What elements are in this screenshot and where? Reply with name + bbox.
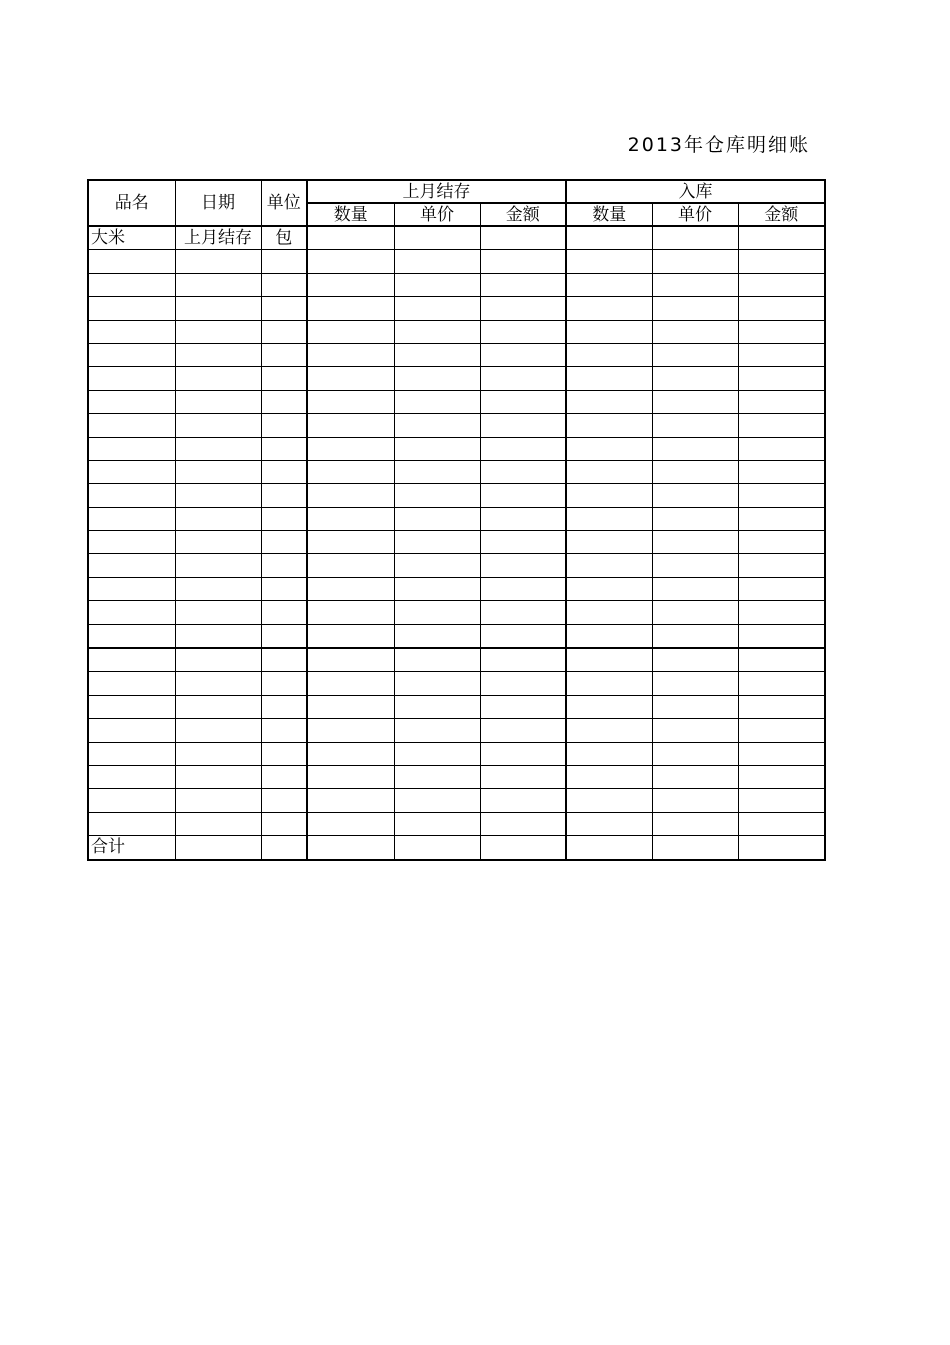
header-in-unit-price: 单价 [652, 203, 738, 226]
header-prev-quantity: 数量 [307, 203, 394, 226]
cell-product-name[interactable] [88, 695, 175, 718]
cell-unit[interactable] [261, 624, 307, 648]
cell-in-quantity[interactable] [566, 507, 652, 530]
cell-date[interactable] [175, 250, 261, 273]
total-cell-in-quantity[interactable] [566, 836, 652, 860]
cell-in-quantity[interactable] [566, 273, 652, 296]
cell-prev-amount[interactable] [480, 250, 566, 273]
cell-in-quantity[interactable] [566, 765, 652, 788]
cell-prev-amount[interactable] [480, 343, 566, 366]
cell-in-quantity[interactable] [566, 531, 652, 554]
cell-in-quantity[interactable] [566, 484, 652, 507]
table-row [88, 624, 825, 648]
cell-in-unit-price[interactable] [652, 672, 738, 695]
cell-unit[interactable] [261, 812, 307, 835]
cell-prev-amount[interactable] [480, 437, 566, 460]
cell-prev-amount[interactable] [480, 719, 566, 742]
table-row [88, 273, 825, 296]
cell-in-amount[interactable] [738, 484, 825, 507]
cell-prev-unit-price[interactable] [394, 367, 480, 390]
cell-date[interactable] [175, 460, 261, 483]
cell-prev-unit-price[interactable] [394, 601, 480, 624]
cell-product-name[interactable] [88, 507, 175, 530]
cell-date[interactable] [175, 484, 261, 507]
cell-unit[interactable] [261, 648, 307, 672]
cell-unit[interactable] [261, 554, 307, 577]
cell-in-amount[interactable] [738, 343, 825, 366]
table-row [88, 554, 825, 577]
cell-prev-quantity[interactable] [307, 719, 394, 742]
cell-date[interactable] [175, 789, 261, 812]
cell-unit[interactable] [261, 742, 307, 765]
cell-in-amount[interactable] [738, 273, 825, 296]
cell-prev-quantity[interactable] [307, 320, 394, 343]
cell-prev-unit-price[interactable] [394, 507, 480, 530]
cell-in-unit-price[interactable] [652, 390, 738, 413]
cell-date[interactable] [175, 765, 261, 788]
cell-in-amount[interactable] [738, 577, 825, 600]
cell-in-quantity[interactable] [566, 320, 652, 343]
cell-in-unit-price[interactable] [652, 273, 738, 296]
total-cell-date[interactable] [175, 836, 261, 860]
cell-product-name[interactable] [88, 719, 175, 742]
cell-prev-amount[interactable] [480, 390, 566, 413]
cell-prev-unit-price[interactable] [394, 719, 480, 742]
cell-in-quantity[interactable] [566, 367, 652, 390]
cell-in-unit-price[interactable] [652, 812, 738, 835]
cell-product-name[interactable] [88, 273, 175, 296]
total-cell-unit[interactable] [261, 836, 307, 860]
cell-prev-unit-price[interactable] [394, 695, 480, 718]
table-row [88, 297, 825, 320]
cell-in-amount[interactable] [738, 624, 825, 648]
cell-prev-quantity[interactable] [307, 672, 394, 695]
cell-product-name[interactable] [88, 672, 175, 695]
total-cell-prev-unit-price[interactable] [394, 836, 480, 860]
cell-product-name[interactable] [88, 765, 175, 788]
cell-unit[interactable] [261, 273, 307, 296]
cell-unit[interactable] [261, 601, 307, 624]
table-row [88, 577, 825, 600]
cell-prev-amount[interactable] [480, 507, 566, 530]
cell-in-unit-price[interactable] [652, 343, 738, 366]
cell-product-name[interactable] [88, 484, 175, 507]
cell-unit[interactable] [261, 320, 307, 343]
cell-prev-unit-price[interactable] [394, 226, 480, 250]
cell-prev-amount[interactable] [480, 672, 566, 695]
cell-date[interactable] [175, 507, 261, 530]
cell-in-amount[interactable] [738, 320, 825, 343]
cell-prev-quantity[interactable] [307, 789, 394, 812]
cell-in-quantity[interactable] [566, 577, 652, 600]
cell-prev-amount[interactable] [480, 812, 566, 835]
cell-product-name[interactable] [88, 601, 175, 624]
cell-in-quantity[interactable] [566, 250, 652, 273]
cell-product-name[interactable] [88, 648, 175, 672]
cell-in-quantity[interactable] [566, 297, 652, 320]
cell-in-unit-price[interactable] [652, 320, 738, 343]
cell-prev-unit-price[interactable] [394, 765, 480, 788]
cell-in-quantity[interactable] [566, 460, 652, 483]
table-row [88, 226, 825, 250]
cell-prev-quantity[interactable] [307, 695, 394, 718]
cell-date[interactable] [175, 414, 261, 437]
cell-in-quantity[interactable] [566, 672, 652, 695]
cell-prev-unit-price[interactable] [394, 460, 480, 483]
table-row [88, 742, 825, 765]
cell-in-quantity[interactable] [566, 226, 652, 250]
cell-prev-amount[interactable] [480, 460, 566, 483]
cell-prev-quantity[interactable] [307, 507, 394, 530]
cell-product-name[interactable] [88, 343, 175, 366]
cell-prev-amount[interactable] [480, 648, 566, 672]
cell-in-unit-price[interactable] [652, 531, 738, 554]
cell-prev-unit-price[interactable] [394, 624, 480, 648]
table-row [88, 812, 825, 835]
cell-in-amount[interactable] [738, 672, 825, 695]
cell-product-name[interactable] [88, 531, 175, 554]
cell-date[interactable] [175, 742, 261, 765]
cell-product-name[interactable] [88, 390, 175, 413]
cell-prev-amount[interactable] [480, 554, 566, 577]
cell-in-unit-price[interactable] [652, 460, 738, 483]
cell-prev-unit-price[interactable] [394, 484, 480, 507]
cell-unit[interactable] [261, 672, 307, 695]
cell-in-quantity[interactable] [566, 789, 652, 812]
cell-in-quantity[interactable] [566, 390, 652, 413]
header-prev-amount: 金额 [480, 203, 566, 226]
cell-in-unit-price[interactable] [652, 297, 738, 320]
cell-product-name[interactable] [88, 812, 175, 835]
cell-in-amount[interactable] [738, 742, 825, 765]
table-row [88, 695, 825, 718]
cell-in-amount[interactable] [738, 390, 825, 413]
cell-prev-unit-price[interactable] [394, 437, 480, 460]
cell-prev-amount[interactable] [480, 226, 566, 250]
table-row [88, 531, 825, 554]
total-cell-prev-quantity[interactable] [307, 836, 394, 860]
cell-product-name[interactable] [88, 577, 175, 600]
cell-prev-unit-price[interactable] [394, 531, 480, 554]
cell-prev-amount[interactable] [480, 695, 566, 718]
cell-prev-quantity[interactable] [307, 648, 394, 672]
header-date: 日期 [175, 180, 261, 226]
cell-prev-quantity[interactable] [307, 554, 394, 577]
cell-prev-amount[interactable] [480, 297, 566, 320]
cell-prev-unit-price[interactable] [394, 812, 480, 835]
cell-in-unit-price[interactable] [652, 367, 738, 390]
cell-date[interactable] [175, 297, 261, 320]
cell-prev-quantity[interactable] [307, 460, 394, 483]
cell-date[interactable] [175, 554, 261, 577]
cell-prev-unit-price[interactable] [394, 554, 480, 577]
cell-in-amount[interactable] [738, 460, 825, 483]
table-row [88, 719, 825, 742]
table-row [88, 250, 825, 273]
cell-product-name[interactable] [88, 414, 175, 437]
cell-in-amount[interactable] [738, 297, 825, 320]
cell-unit[interactable] [261, 507, 307, 530]
cell-prev-amount[interactable] [480, 484, 566, 507]
cell-in-unit-price[interactable] [652, 250, 738, 273]
cell-in-quantity[interactable] [566, 601, 652, 624]
cell-prev-amount[interactable] [480, 742, 566, 765]
cell-in-unit-price[interactable] [652, 577, 738, 600]
cell-in-quantity[interactable] [566, 414, 652, 437]
table-row [88, 789, 825, 812]
cell-prev-quantity[interactable] [307, 343, 394, 366]
cell-in-unit-price[interactable] [652, 484, 738, 507]
cell-date[interactable] [175, 367, 261, 390]
cell-unit[interactable] [261, 577, 307, 600]
cell-in-amount[interactable] [738, 719, 825, 742]
cell-prev-unit-price[interactable] [394, 648, 480, 672]
cell-in-quantity[interactable] [566, 719, 652, 742]
cell-in-unit-price[interactable] [652, 507, 738, 530]
header-in-amount: 金额 [738, 203, 825, 226]
cell-prev-unit-price[interactable] [394, 297, 480, 320]
cell-in-unit-price[interactable] [652, 789, 738, 812]
cell-prev-amount[interactable] [480, 624, 566, 648]
cell-product-name[interactable]: 大米 [88, 226, 175, 250]
cell-prev-amount[interactable] [480, 367, 566, 390]
cell-prev-quantity[interactable] [307, 484, 394, 507]
cell-in-amount[interactable] [738, 648, 825, 672]
cell-prev-quantity[interactable] [307, 577, 394, 600]
table-row [88, 437, 825, 460]
cell-in-quantity[interactable] [566, 648, 652, 672]
cell-prev-unit-price[interactable] [394, 273, 480, 296]
cell-prev-quantity[interactable] [307, 437, 394, 460]
cell-date[interactable] [175, 273, 261, 296]
cell-prev-unit-price[interactable] [394, 320, 480, 343]
cell-in-amount[interactable] [738, 695, 825, 718]
cell-date[interactable] [175, 719, 261, 742]
cell-in-unit-price[interactable] [652, 624, 738, 648]
cell-date[interactable]: 上月结存 [175, 226, 261, 250]
cell-in-amount[interactable] [738, 414, 825, 437]
table-row [88, 460, 825, 483]
cell-prev-quantity[interactable] [307, 390, 394, 413]
cell-in-quantity[interactable] [566, 695, 652, 718]
cell-date[interactable] [175, 437, 261, 460]
cell-date[interactable] [175, 343, 261, 366]
cell-prev-quantity[interactable] [307, 250, 394, 273]
table-row [88, 765, 825, 788]
cell-in-quantity[interactable] [566, 624, 652, 648]
cell-unit[interactable] [261, 765, 307, 788]
cell-prev-unit-price[interactable] [394, 672, 480, 695]
cell-prev-amount[interactable] [480, 273, 566, 296]
document-title: 2013年仓库明细账 [627, 134, 810, 156]
cell-prev-amount[interactable] [480, 765, 566, 788]
table-row [88, 390, 825, 413]
cell-in-amount[interactable] [738, 765, 825, 788]
cell-prev-quantity[interactable] [307, 601, 394, 624]
cell-in-unit-price[interactable] [652, 648, 738, 672]
cell-product-name[interactable] [88, 250, 175, 273]
cell-product-name[interactable] [88, 789, 175, 812]
cell-prev-amount[interactable] [480, 577, 566, 600]
cell-date[interactable] [175, 577, 261, 600]
header-group-inbound: 入库 [566, 180, 825, 203]
cell-in-unit-price[interactable] [652, 437, 738, 460]
cell-prev-quantity[interactable] [307, 812, 394, 835]
cell-date[interactable] [175, 624, 261, 648]
header-row [88, 180, 825, 203]
cell-in-amount[interactable] [738, 437, 825, 460]
table-row [88, 320, 825, 343]
cell-in-amount[interactable] [738, 601, 825, 624]
cell-prev-amount[interactable] [480, 414, 566, 437]
cell-prev-quantity[interactable] [307, 226, 394, 250]
cell-date[interactable] [175, 531, 261, 554]
cell-date[interactable] [175, 812, 261, 835]
cell-in-unit-price[interactable] [652, 742, 738, 765]
cell-date[interactable] [175, 695, 261, 718]
cell-in-unit-price[interactable] [652, 226, 738, 250]
cell-prev-quantity[interactable] [307, 414, 394, 437]
cell-prev-quantity[interactable] [307, 367, 394, 390]
cell-date[interactable] [175, 320, 261, 343]
total-label: 合计 [88, 836, 175, 860]
cell-unit[interactable] [261, 343, 307, 366]
cell-in-quantity[interactable] [566, 343, 652, 366]
cell-prev-amount[interactable] [480, 789, 566, 812]
cell-in-quantity[interactable] [566, 437, 652, 460]
total-cell-in-amount[interactable] [738, 836, 825, 860]
cell-in-unit-price[interactable] [652, 554, 738, 577]
table-row [88, 601, 825, 624]
cell-unit[interactable] [261, 367, 307, 390]
cell-product-name[interactable] [88, 554, 175, 577]
cell-product-name[interactable] [88, 367, 175, 390]
cell-unit[interactable] [261, 414, 307, 437]
cell-prev-quantity[interactable] [307, 297, 394, 320]
cell-in-amount[interactable] [738, 507, 825, 530]
table-row [88, 648, 825, 672]
cell-date[interactable] [175, 648, 261, 672]
cell-in-unit-price[interactable] [652, 719, 738, 742]
cell-in-amount[interactable] [738, 789, 825, 812]
cell-prev-unit-price[interactable] [394, 343, 480, 366]
cell-date[interactable] [175, 390, 261, 413]
cell-prev-quantity[interactable] [307, 273, 394, 296]
cell-prev-quantity[interactable] [307, 531, 394, 554]
header-group-previous-balance: 上月结存 [307, 180, 566, 203]
cell-product-name[interactable] [88, 320, 175, 343]
cell-in-amount[interactable] [738, 226, 825, 250]
cell-prev-quantity[interactable] [307, 765, 394, 788]
table-row [88, 367, 825, 390]
total-cell-prev-amount[interactable] [480, 836, 566, 860]
cell-prev-amount[interactable] [480, 531, 566, 554]
cell-unit[interactable] [261, 484, 307, 507]
cell-product-name[interactable] [88, 742, 175, 765]
header-product-name: 品名 [88, 180, 175, 226]
cell-prev-unit-price[interactable] [394, 742, 480, 765]
cell-product-name[interactable] [88, 460, 175, 483]
cell-in-unit-price[interactable] [652, 765, 738, 788]
cell-unit[interactable] [261, 390, 307, 413]
cell-unit[interactable] [261, 297, 307, 320]
cell-unit[interactable] [261, 460, 307, 483]
cell-in-amount[interactable] [738, 554, 825, 577]
cell-prev-quantity[interactable] [307, 624, 394, 648]
cell-unit[interactable] [261, 250, 307, 273]
table-row [88, 343, 825, 366]
table-row [88, 507, 825, 530]
cell-in-unit-price[interactable] [652, 414, 738, 437]
cell-product-name[interactable] [88, 437, 175, 460]
cell-unit[interactable] [261, 789, 307, 812]
cell-prev-unit-price[interactable] [394, 250, 480, 273]
header-prev-unit-price: 单价 [394, 203, 480, 226]
cell-in-quantity[interactable] [566, 554, 652, 577]
cell-product-name[interactable] [88, 297, 175, 320]
cell-in-unit-price[interactable] [652, 695, 738, 718]
cell-product-name[interactable] [88, 624, 175, 648]
warehouse-ledger-table [87, 179, 826, 861]
cell-in-unit-price[interactable] [652, 601, 738, 624]
cell-prev-quantity[interactable] [307, 742, 394, 765]
total-row [88, 836, 825, 860]
cell-unit[interactable]: 包 [261, 226, 307, 250]
cell-in-amount[interactable] [738, 812, 825, 835]
cell-prev-unit-price[interactable] [394, 414, 480, 437]
header-in-quantity: 数量 [566, 203, 652, 226]
cell-in-amount[interactable] [738, 531, 825, 554]
cell-date[interactable] [175, 601, 261, 624]
cell-unit[interactable] [261, 531, 307, 554]
cell-in-amount[interactable] [738, 367, 825, 390]
cell-prev-amount[interactable] [480, 601, 566, 624]
cell-unit[interactable] [261, 719, 307, 742]
header-unit: 单位 [261, 180, 307, 226]
cell-prev-amount[interactable] [480, 320, 566, 343]
cell-prev-unit-price[interactable] [394, 577, 480, 600]
total-cell-in-unit-price[interactable] [652, 836, 738, 860]
table-row [88, 484, 825, 507]
cell-in-amount[interactable] [738, 250, 825, 273]
cell-unit[interactable] [261, 437, 307, 460]
cell-prev-unit-price[interactable] [394, 789, 480, 812]
cell-in-quantity[interactable] [566, 742, 652, 765]
cell-prev-unit-price[interactable] [394, 390, 480, 413]
cell-in-quantity[interactable] [566, 812, 652, 835]
cell-unit[interactable] [261, 695, 307, 718]
table-row [88, 672, 825, 695]
cell-date[interactable] [175, 672, 261, 695]
table-row [88, 414, 825, 437]
